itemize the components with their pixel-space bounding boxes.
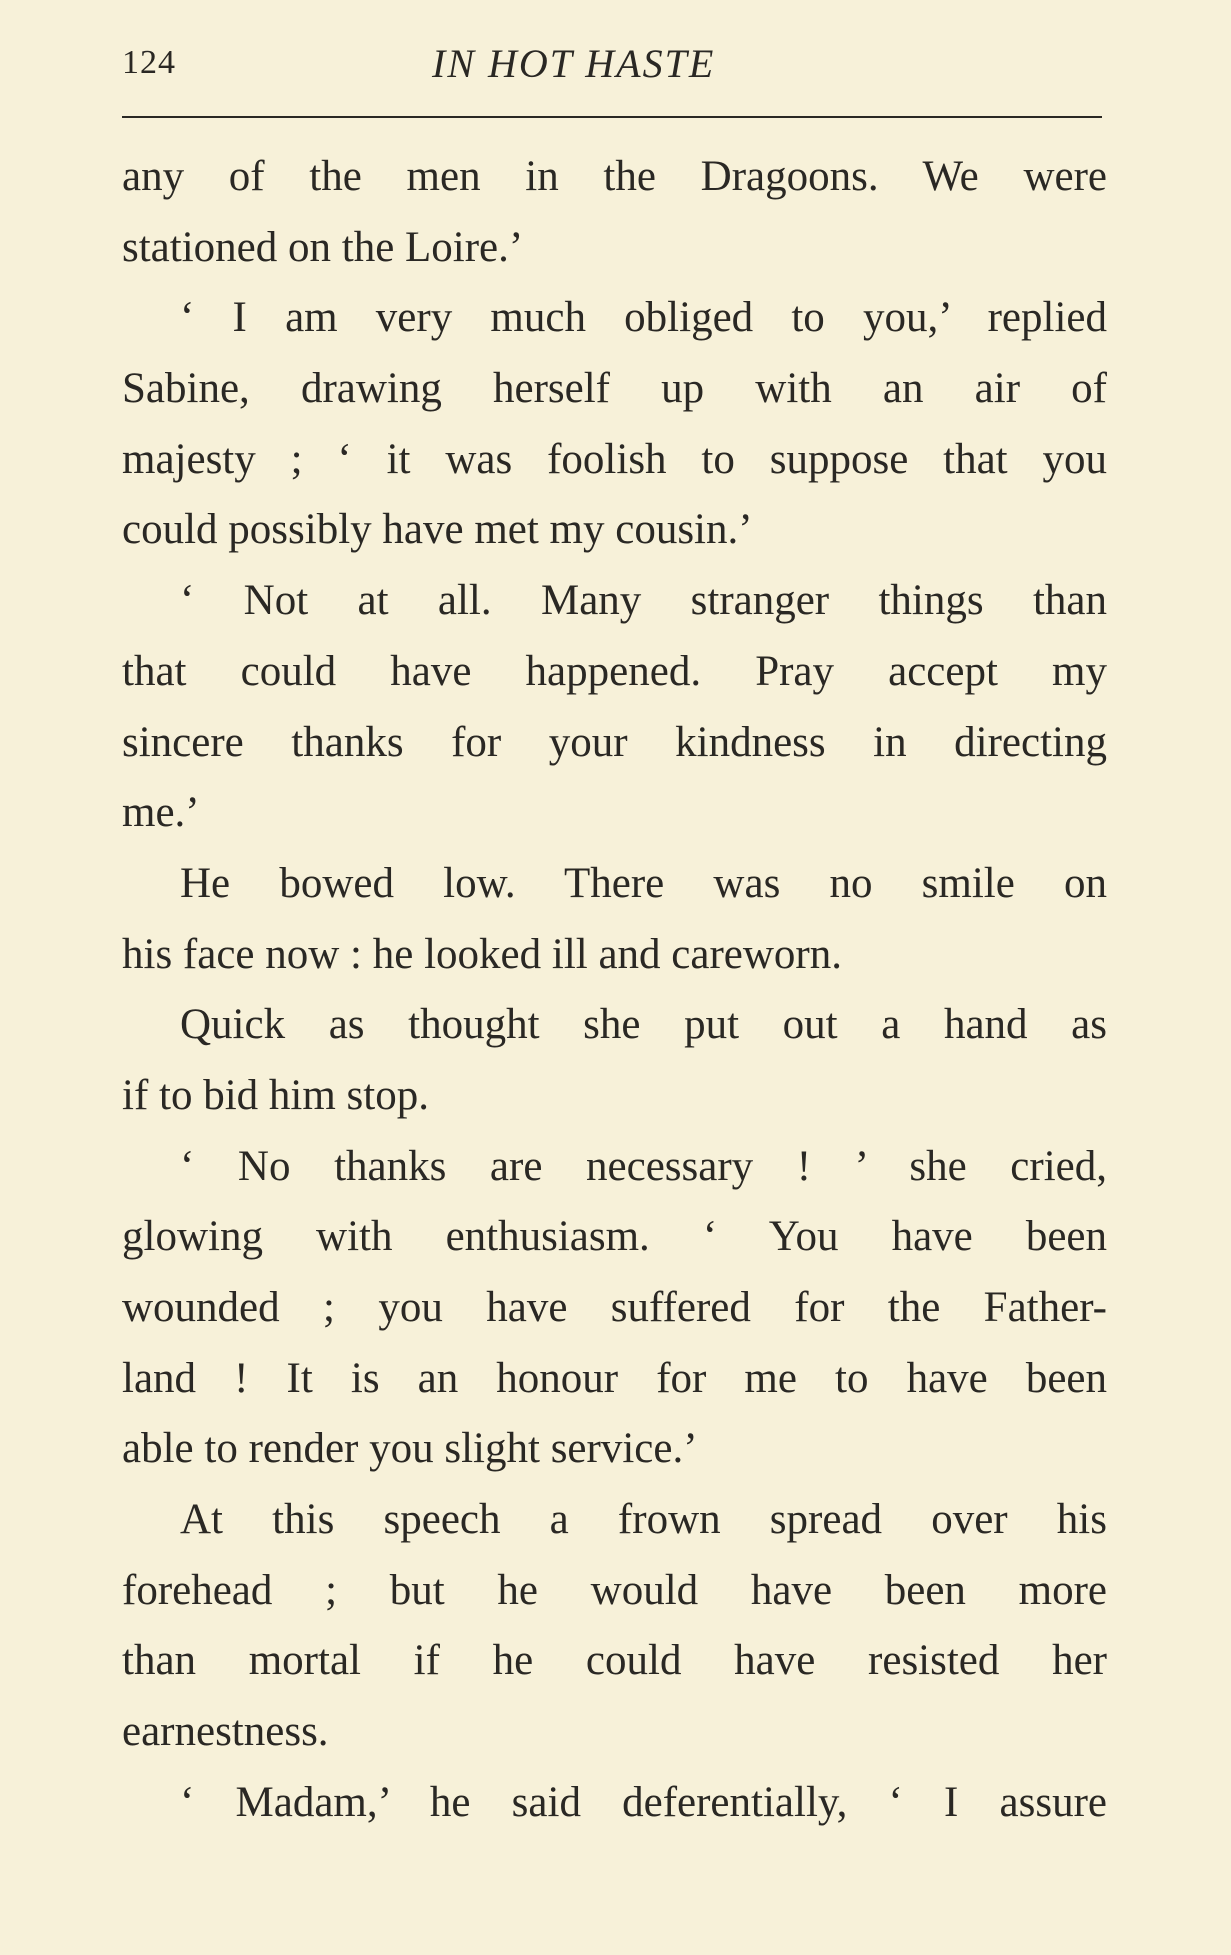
header-rule — [122, 116, 1102, 118]
text-line: if to bid him stop. — [122, 1071, 429, 1119]
text-line: earnestness. — [122, 1708, 329, 1756]
text-line: majesty ; ‘ it was foolish to suppose that you — [122, 435, 1107, 483]
text-line: his face now : he looked ill and careworn. — [122, 930, 842, 978]
text-line: wounded ; you have suffered for the Father- — [122, 1284, 1107, 1331]
text-line: sincere thanks for your kindness in directing — [122, 718, 1107, 766]
text-line: ‘ Madam,’ he said deferentially, ‘ I assure — [180, 1778, 1107, 1826]
text-line: ‘ I am very much obliged to you,’ replied — [180, 294, 1107, 342]
text-line: ‘ Not at all. Many stranger things than — [180, 577, 1107, 625]
text-line: Sabine, drawing herself up with an air of — [122, 365, 1107, 413]
running-title: IN HOT HASTE — [432, 41, 716, 86]
page-number: 124 — [122, 44, 176, 81]
text-line: me.’ — [122, 789, 200, 837]
text-line: any of the men in the Dragoons. We were — [122, 153, 1107, 200]
text-line: ‘ No thanks are necessary ! ’ she cried, — [180, 1142, 1107, 1190]
body-text — [122, 142, 1107, 1839]
text-line: At this speech a frown spread over his — [180, 1496, 1107, 1544]
text-line: able to render you slight service.’ — [122, 1425, 698, 1473]
text-line: stationed on the Loire.’ — [122, 223, 524, 271]
text-line: glowing with enthusiasm. ‘ You have been — [122, 1213, 1107, 1261]
text-line: Quick as thought she put out a hand as — [180, 1001, 1107, 1049]
text-line: than mortal if he could have resisted her — [122, 1637, 1107, 1685]
page-header — [122, 30, 1102, 100]
text-line: He bowed low. There was no smile on — [180, 859, 1107, 907]
text-line: land ! It is an honour for me to have been — [122, 1354, 1107, 1402]
text-line: forehead ; but he would have been more — [122, 1566, 1107, 1614]
text-line: could possibly have met my cousin.’ — [122, 506, 753, 554]
text-line: that could have happened. Pray accept my — [122, 647, 1107, 695]
